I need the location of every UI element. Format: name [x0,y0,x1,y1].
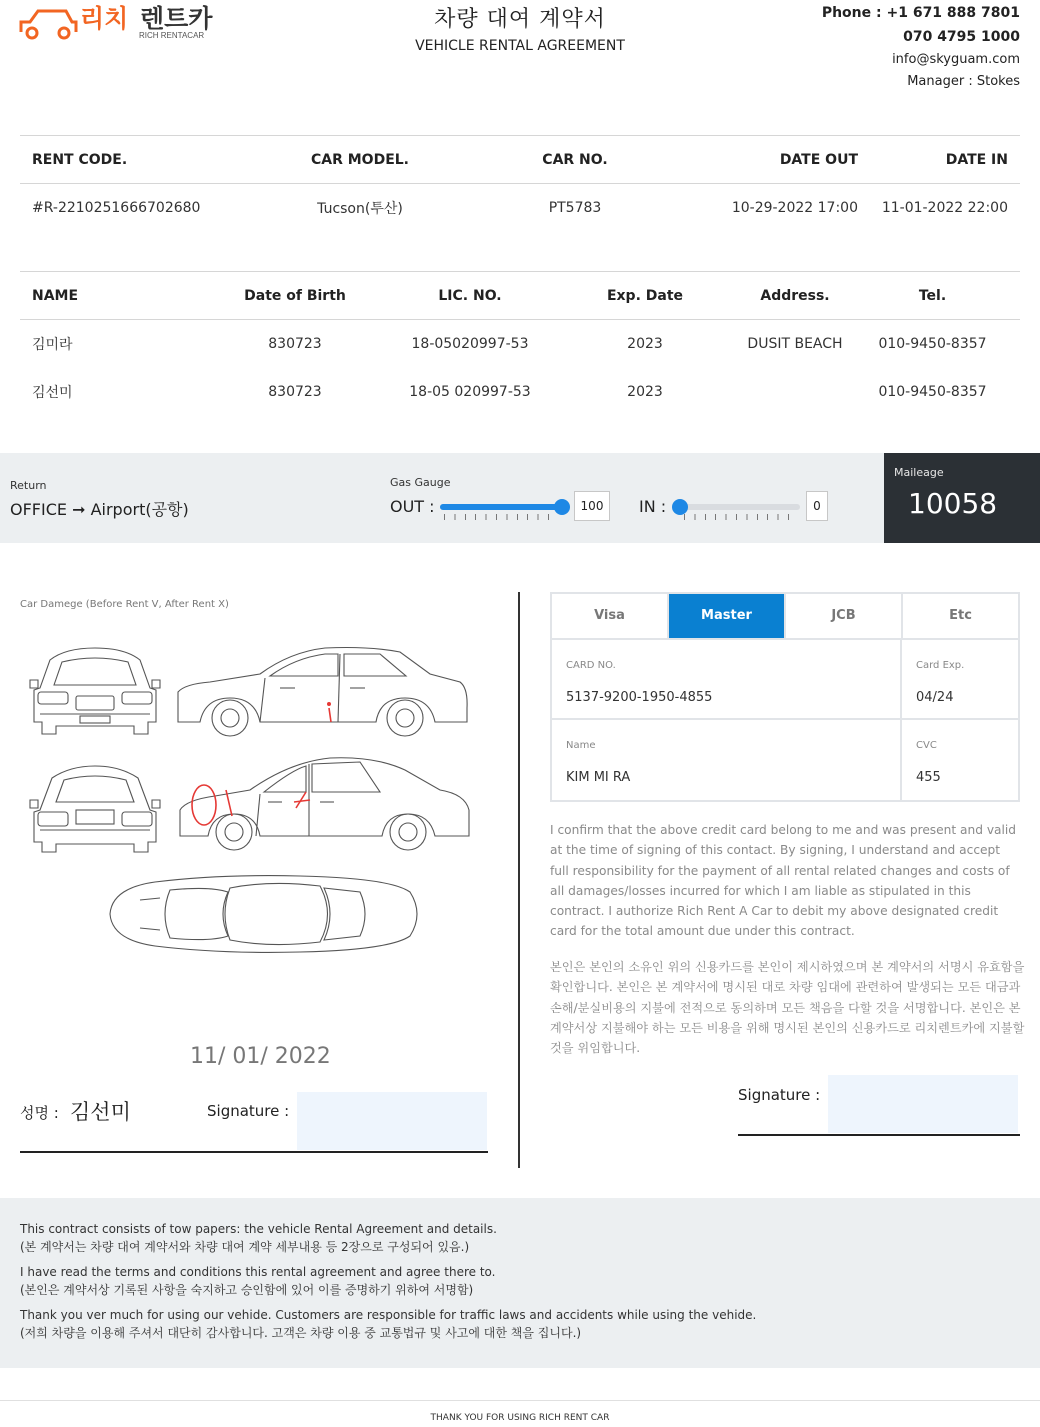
card-name-value: KIM MI RA [566,770,631,785]
car-rear-view [30,766,160,852]
car-front-view [30,648,160,734]
tab-etc[interactable]: Etc [903,594,1018,638]
col-date-in: DATE IN [870,136,1020,184]
driver-tel: 010-9450-8357 [878,383,987,400]
card-details [550,640,1020,802]
svg-text:RICH RENTACAR: RICH RENTACAR [139,31,205,40]
driver-address [745,368,845,416]
driver-license: 18-05020997-53 [411,335,529,352]
footer-text: THANK YOU FOR USING RICH RENT CAR [430,1413,610,1423]
card-cvc-label: CVC [916,740,937,751]
gas-out-slider[interactable] [440,504,562,510]
rental-date: 11/ 01/ 2022 [190,1044,331,1069]
document-title-korean: 차량 대여 계약서 [434,7,606,32]
contact-info [822,4,1020,91]
card-consent-english: I confirm that the above credit card belong to me and was present and valid at the time of signing of this contact. By signing, I understand and accept full responsibility for the payment of all rental related changes and costs of all damages/losses incurred for which I am liable as stipulated in this contract. I authorize Rich Rent A Car to debit my above designated credit card for the total amount due under this contract. [550,823,1017,939]
gas-in-thumb[interactable] [672,499,688,515]
card-exp-value: 04/24 [916,690,954,705]
driver-exp: 2023 [627,335,663,352]
return-value: OFFICE ➞ Airport(공항) [10,500,189,519]
car-no: PT5783 [548,199,602,216]
renter-name-label: 성명 : [20,1104,59,1122]
col-exp-date: Exp. Date [545,272,745,320]
col-car-model: CAR MODEL. [240,136,480,184]
driver-dob: 830723 [268,383,322,400]
terms-group [20,1306,1020,1342]
col-date-out: DATE OUT [670,136,870,184]
card-number-label: CARD NO. [566,660,616,671]
signature-label: Signature : [207,1102,290,1120]
date-in: 11-01-2022 22:00 [881,199,1008,216]
table-row [20,368,1020,416]
col-rent-code: RENT CODE. [20,136,240,184]
card-type-tabs [550,592,1020,640]
signature-field-card[interactable] [828,1075,1018,1133]
terms-line: This contract consists of tow papers: the vehicle Rental Agreement and details. [20,1222,497,1236]
terms-line: (본인은 계약서상 기록된 사항을 숙지하고 승인함에 있어 이를 증명하기 위하여 서명함) [20,1283,474,1297]
svg-text:리치: 리치 [80,4,129,33]
tab-visa[interactable]: Visa [552,594,669,638]
mileage-panel [884,453,1040,543]
driver-dob: 830723 [268,335,322,352]
status-band [0,453,1040,543]
signature-field-damage[interactable] [297,1092,487,1150]
gas-out-ticks [444,514,554,520]
section-divider [518,592,520,1168]
gas-out-fill [440,504,562,510]
terms-group [20,1263,1020,1299]
terms-section [0,1198,1040,1368]
table-row [20,320,1020,368]
driver-name: 김미라 [32,336,73,353]
col-address: Address. [745,272,845,320]
card-cvc-value: 455 [916,770,941,785]
terms-line: (본 계약서는 차량 대여 계약서와 차량 대여 계약 세부내용 등 2장으로 구성되어 있음.) [20,1240,470,1254]
table-row [20,184,1020,232]
gas-out-value[interactable]: 100 [574,491,610,521]
contact-email: info@skyguam.com [892,52,1020,67]
car-model: Tucson(투산) [317,200,403,217]
card-consent-korean: 본인은 본인의 소유인 위의 신용카드를 본인이 제시하였으며 본 계약서의 서명시 유효함을 확인합니다. 본인은 본 계약서에 명시된 대로 차량 임대에 관련하여 발생되는 모든 대금과 손해/분실비용의 지불에 전적으로 동의하며 모든 책음을 다할 것을 서명합니다. 본인은 본 계약서상 지불해야 하는 모든 비용을 위해 명시된 본인의 신용카드로 리치렌트카에 지불할 것을 위임합니다. [550,960,1025,1056]
card-name-label: Name [566,740,596,751]
footer-divider [0,1400,1040,1401]
rent-code: #R-2210251666702680 [32,199,201,216]
card-signature-underline [738,1134,1020,1136]
return-label: Return [10,479,47,492]
card-name-field[interactable] [552,720,902,800]
card-signature-label: Signature : [738,1086,821,1104]
driver-tel: 010-9450-8357 [878,335,987,352]
terms-group [20,1220,1020,1256]
terms-line: (저희 차량을 이용해 주셔서 대단히 감사합니다. 고객은 차량 이용 중 교통법규 및 사고에 대한 책을 집니다.) [20,1326,582,1340]
driver-exp: 2023 [627,383,663,400]
gas-in-label: IN : [639,497,667,516]
table-header-row [20,136,1020,184]
document-title-english: VEHICLE RENTAL AGREEMENT [415,38,625,54]
renter-name-value: 김선미 [70,1100,131,1124]
card-number-field[interactable] [552,640,902,720]
col-dob: Date of Birth [195,272,395,320]
manager-name: Manager : Stokes [907,74,1020,89]
table-header-row [20,272,1020,320]
terms-line: Thank you ver much for using our vehide. Customers are responsible for traffic laws and accidents while using the vehide. [20,1308,757,1322]
mileage-label: Maileage [894,466,944,479]
col-car-no: CAR NO. [480,136,670,184]
mileage-value: 10058 [908,487,998,520]
gas-in-slider[interactable] [680,504,800,510]
rental-info-table [20,135,1020,232]
tab-jcb[interactable]: JCB [786,594,903,638]
card-exp-field[interactable] [902,640,1018,720]
svg-text:렌트카: 렌트카 [140,4,213,33]
col-tel: Tel. [845,272,1020,320]
gas-out-thumb[interactable] [554,499,570,515]
tab-master[interactable]: Master [669,594,786,638]
driver-address: DUSIT BEACH [747,335,843,352]
car-side-view-right [178,648,467,737]
col-license: LIC. NO. [395,272,545,320]
damage-marks [192,703,331,825]
phone-primary: Phone : +1 671 888 7801 [821,5,1020,21]
signature-underline [20,1151,488,1153]
car-side-view-left [180,758,469,850]
gas-in-value[interactable]: 0 [806,491,828,521]
card-number-value: 5137-9200-1950-4855 [566,690,713,705]
terms-line: I have read the terms and conditions this rental agreement and agree there to. [20,1265,496,1279]
gas-in-ticks [684,514,794,520]
driver-license: 18-05 020997-53 [409,383,531,400]
driver-info-table [20,271,1020,416]
card-exp-label: Card Exp. [916,660,965,671]
damage-caption: Car Damege (Before Rent V, After Rent X) [20,599,229,610]
phone-secondary: 070 4795 1000 [903,29,1020,45]
col-name: NAME [20,272,195,320]
gas-gauge-label: Gas Gauge [390,476,451,489]
card-cvc-field[interactable] [902,720,1018,800]
date-out: 10-29-2022 17:00 [731,199,858,216]
driver-name: 김선미 [32,384,73,401]
car-damage-diagram[interactable] [20,630,500,990]
car-top-view [110,876,417,953]
gas-out-label: OUT : [390,497,435,516]
